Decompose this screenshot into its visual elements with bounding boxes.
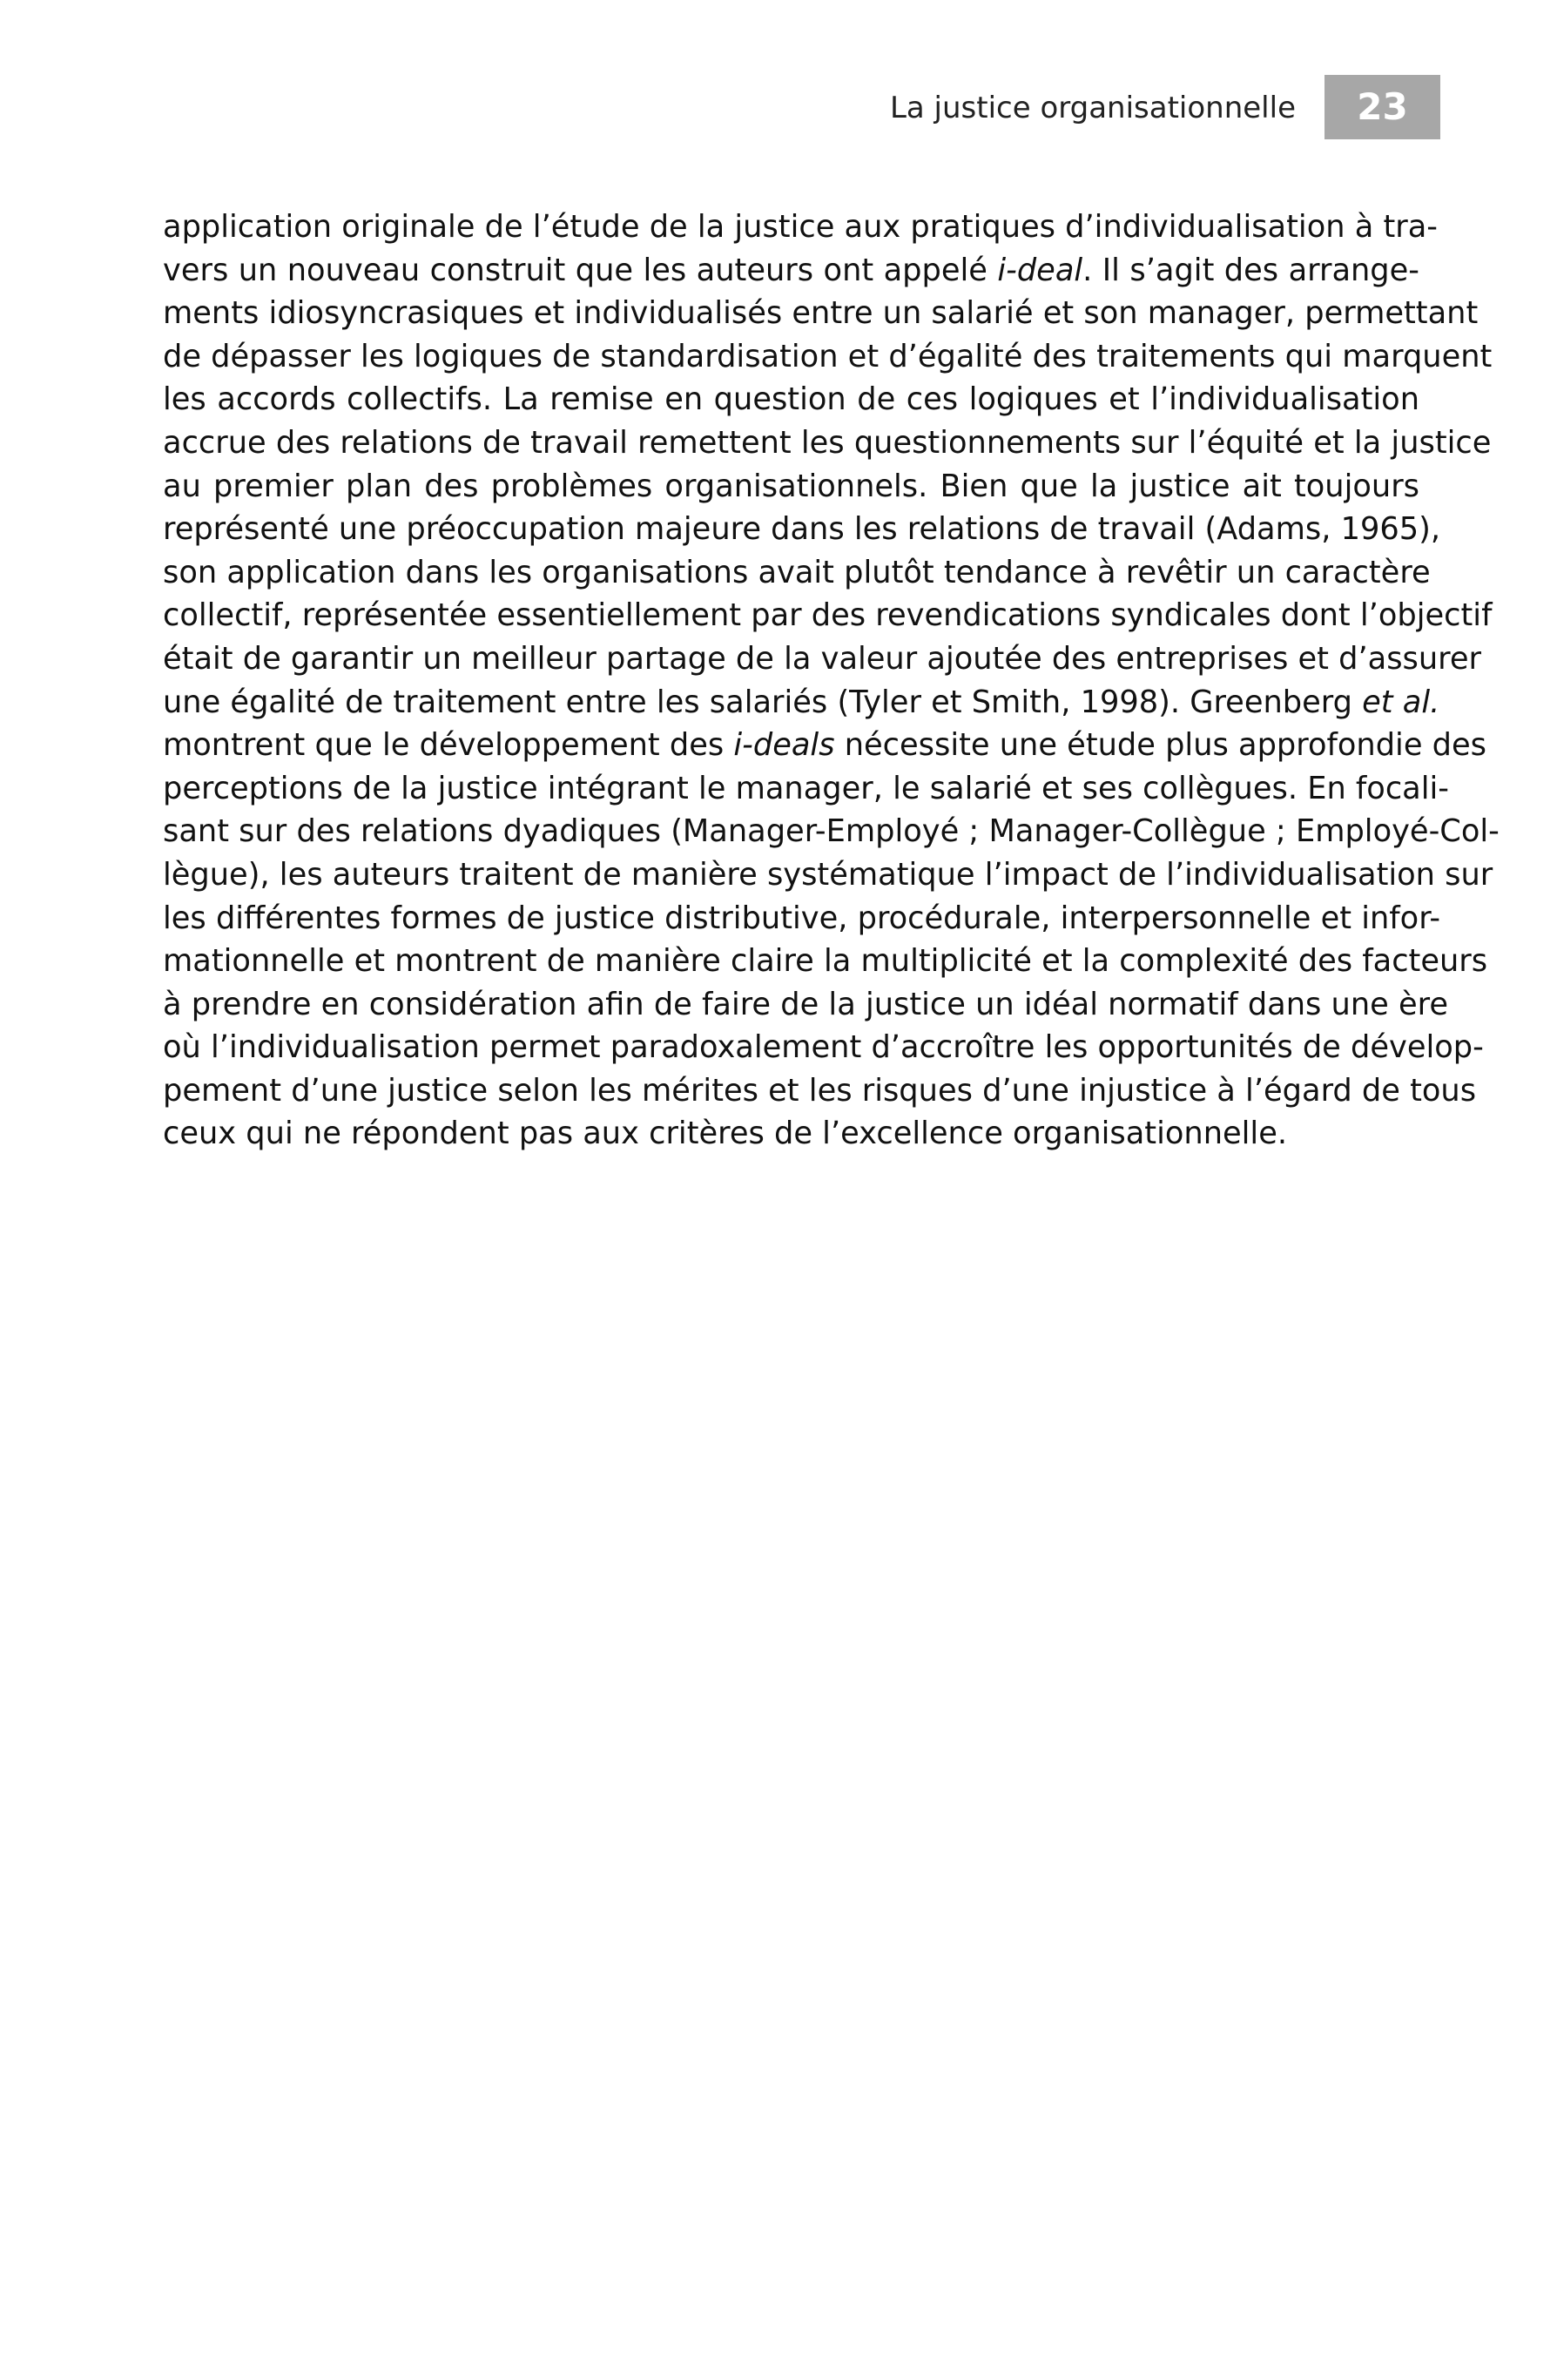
text-run: collectif, représentée essentiellement par des revendications syndicales dont l’objectif: [163, 597, 1493, 634]
text-line: [163, 508, 1441, 551]
text-run: montrent que le développement des: [163, 727, 734, 764]
text-line: [163, 421, 1492, 465]
text-run: application originale de l’étude de la justice aux pratiques d’individualisation à tra-: [163, 209, 1438, 245]
italic-term: i-deals: [733, 727, 835, 764]
text-run: accrue des relations de travail remettent les questionnements sur l’équité et la justice: [163, 424, 1492, 461]
text-run: pement d’une justice selon les mérites et les risques d’une injustice à l’égard de tous: [163, 1072, 1477, 1109]
text-run: était de garantir un meilleur partage de la valeur ajoutée des entreprises et d’assurer: [163, 640, 1481, 677]
text-line: [163, 1069, 1477, 1113]
text-run: son application dans les organisations avait plutôt tendance à revêtir un caractère: [163, 554, 1431, 590]
text-line: [163, 940, 1488, 983]
text-line: [163, 594, 1493, 637]
text-run: au premier plan des problèmes organisationnels. Bien que la justice ait toujours: [163, 468, 1419, 504]
text-line: [163, 206, 1438, 249]
italic-term: i-deal: [997, 252, 1083, 288]
text-run: à prendre en considération afin de faire de la justice un idéal normatif dans une ère: [163, 986, 1448, 1022]
text-line: [163, 983, 1448, 1027]
text-line: [163, 724, 1486, 767]
text-line: [163, 897, 1441, 941]
text-line: [163, 249, 1419, 293]
text-run: sant sur des relations dyadiques (Manager-Employé ; Manager-Collègue ; Employé-Col-: [163, 813, 1500, 850]
page-number: 23: [1324, 75, 1440, 139]
text-line: [163, 810, 1500, 853]
text-line: [163, 1112, 1419, 1156]
text-run: lègue), les auteurs traitent de manière systématique l’impact de l’individualisation sur: [163, 856, 1493, 893]
text-run: nécessite une étude plus approfondie des: [834, 727, 1486, 764]
running-header: [0, 75, 1557, 145]
text-line: [163, 378, 1419, 421]
text-run: les accords collectifs. La remise en question de ces logiques et l’individualisation: [163, 381, 1419, 418]
body-paragraph: [163, 206, 1500, 1156]
text-line: [163, 681, 1440, 725]
text-run: où l’individualisation permet paradoxalement d’accroître les opportunités de dévelop-: [163, 1029, 1484, 1066]
text-line: [163, 335, 1493, 379]
running-title: La justice organisationnelle: [889, 91, 1296, 125]
text-line: [163, 853, 1493, 897]
text-line: [163, 292, 1479, 335]
text-run: . Il s’agit des arrange-: [1082, 252, 1419, 288]
text-line: [163, 637, 1481, 681]
text-line: [163, 465, 1419, 509]
text-run: perceptions de la justice intégrant le manager, le salarié et ses collègues. En focali-: [163, 770, 1449, 806]
text-run: mationnelle et montrent de manière claire la multiplicité et la complexité des facteurs: [163, 943, 1488, 980]
text-run: représenté une préoccupation majeure dans les relations de travail (Adams, 1965),: [163, 511, 1441, 548]
text-run: vers un nouveau construit que les auteurs ont appelé: [163, 252, 998, 288]
text-line: [163, 767, 1449, 811]
text-line: [163, 1026, 1484, 1069]
text-run: ceux qui ne répondent pas aux critères de l’excellence organisationnelle.: [163, 1116, 1288, 1152]
text-run: de dépasser les logiques de standardisation et d’égalité des traitements qui marquent: [163, 338, 1493, 374]
text-run: ments idiosyncrasiques et individualisés entre un salarié et son manager, permettant: [163, 295, 1479, 332]
text-run: les différentes formes de justice distributive, procédurale, interpersonnelle et infor-: [163, 900, 1441, 936]
text-line: [163, 551, 1431, 595]
text-run: une égalité de traitement entre les salariés (Tyler et Smith, 1998). Greenberg: [163, 684, 1363, 720]
italic-term: et al.: [1362, 684, 1440, 720]
